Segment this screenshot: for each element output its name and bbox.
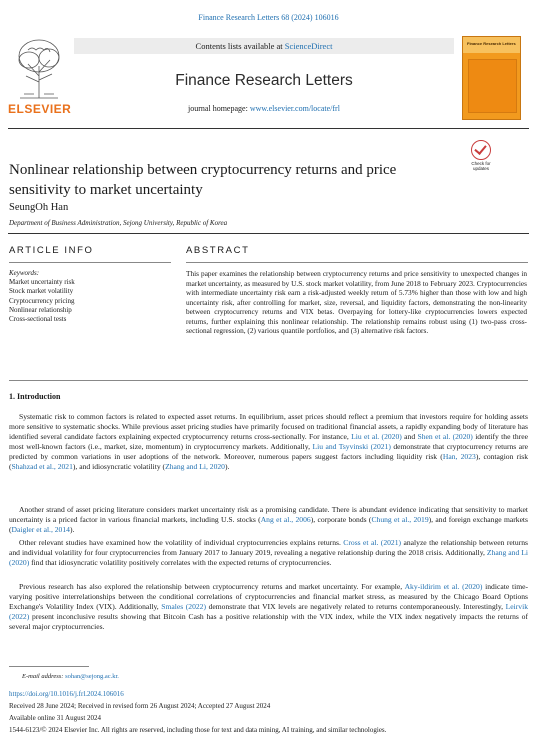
email-link[interactable]: sohan@sejong.ac.kr. bbox=[65, 673, 119, 680]
citation-link[interactable]: Shahzad et al., 2021 bbox=[11, 462, 73, 472]
keyword-item: Stock market volatility bbox=[9, 287, 74, 296]
article-info-heading: ARTICLE INFO bbox=[9, 245, 94, 256]
citation-link[interactable]: Liu and Tsyvinski (2021) bbox=[312, 442, 391, 452]
keywords-list bbox=[9, 269, 169, 324]
author-name[interactable]: SeungOh Han bbox=[9, 202, 69, 213]
citation-link[interactable]: Daigler et al., 2014 bbox=[11, 525, 70, 535]
elsevier-wordmark: ELSEVIER bbox=[8, 102, 72, 116]
elsevier-logo bbox=[8, 32, 70, 122]
keywords-heading: Keywords: bbox=[9, 269, 40, 277]
journal-cover bbox=[462, 36, 521, 120]
masthead bbox=[74, 38, 454, 122]
cover-title: Finance Research Letters bbox=[467, 41, 516, 46]
header-rule bbox=[8, 128, 529, 129]
citation-link[interactable]: Cross et al. (2021) bbox=[343, 538, 402, 547]
keyword-item: Market uncertainty risk bbox=[9, 278, 75, 287]
citation-link[interactable]: Aky-ildirim et al. (2020) bbox=[404, 582, 483, 591]
contents-line: Contents lists available at ScienceDirect bbox=[74, 38, 454, 54]
citation-link[interactable]: Smales (2022) bbox=[161, 602, 206, 612]
citation-link[interactable]: Ang et al., 2006 bbox=[260, 515, 311, 525]
doi-link[interactable]: https://doi.org/10.1016/j.frl.2024.106016 bbox=[9, 690, 124, 698]
sciencedirect-link[interactable]: ScienceDirect bbox=[284, 41, 333, 51]
paragraph-1: Systematic risk to common factors is related to expected asset returns. In equilibrium, asset prices should reflect a premium that investors require for holding assets more sensitive to systematic shocks. While previous asset pricing studies have primarily focused on traditional financial assets, a rapidly expanding body of literature has identified several candidate factors explaining expected cryptocurrency returns cross-sectionally. For instance, Liu et al. (2020) and Shen et al. (2020) identify the three most well-known factors (i.e., market, size, momentum) in cryptocurrency markets. Additionally, Liu and Tsyvinski (2021) demonstrate that cryptocurrency returns are predicted by common variations in user adoptions of the network. Moreover, numerous papers suggest factors including liquidity risk (Han, 2023), contagion risk (Shahzad et al., 2021), and idiosyncratic volatility (Zhang and Li, 2020). bbox=[9, 412, 529, 472]
abstract-text: This paper examines the relationship between cryptocurrency returns and price sensitivity to unexpected changes in market uncertainty, as measured by U.S. stock market volatility, from June 2018 to February 2023. Cryptocurrencies with intermediate uncertainty risk earn a risk-adjusted weekly return of 5.73% higher than those with low and high uncertainty risk, after controlling for market, size, reversal, and liquidity factors, demonstrating the non-linearity between cryptocurrency returns and VIX betas. Overpaying for lottery-like cryptocurrencies lowers expected returns, further explaining this nonlinear relationship. The relationship remains robust using (1) two-pass cross-sectional regression, (2) various quantile portfolios, and (3) alternative risk factors. bbox=[186, 269, 527, 336]
paragraph-3: Other relevant studies have examined how the volatility of individual cryptocurrencies explains returns. Cross et al. (2021) analyze the relationship between returns and individual volatility for four cryptocurrencies from January 2017 to January 2019, revealing a negative relationship during the 2018 crisis. Additionally, Zhang and Li (2020) find that idiosyncratic volatility positively correlates with the expected returns of cryptocurrencies. bbox=[9, 538, 528, 568]
citation-link[interactable]: Chung et al., 2019 bbox=[371, 515, 429, 525]
citation-link[interactable]: Zhang and Li, 2020 bbox=[165, 462, 225, 472]
check-icon bbox=[471, 140, 491, 160]
keyword-item: Cryptocurrency pricing bbox=[9, 296, 75, 305]
affiliation: Department of Business Administration, Sejong University, Republic of Korea bbox=[9, 219, 228, 227]
citation-link[interactable]: Zhang and Li (2020) bbox=[9, 548, 528, 568]
journal-title: Finance Research Letters bbox=[175, 72, 353, 89]
check-for-updates-button[interactable]: Check for updates bbox=[465, 140, 497, 172]
citation-link[interactable]: Han, 2023 bbox=[442, 452, 476, 462]
author-email: E-mail address: sohan@sejong.ac.kr. bbox=[22, 673, 119, 680]
paragraph-2: Another strand of asset pricing literature considers market uncertainty risk as a promising candidate. There is abundant evidence indicating that sensitivity to market uncertainty is a priced factor in various financial markets, including U.S. stocks (Ang et al., 2006), corporate bonds (Chung et al., 2019), and foreign exchange markets (Daigler et al., 2014). bbox=[9, 505, 529, 535]
journal-homepage: journal homepage: www.elsevier.com/locate/frl bbox=[188, 104, 340, 113]
citation-link[interactable]: Leirvik (2022) bbox=[9, 602, 529, 622]
citation-link[interactable]: Liu et al. (2020) bbox=[351, 432, 402, 442]
paragraph-4: Previous research has also explored the relationship between cryptocurrency returns and market uncertainty. For example, Aky-ildirim et al. (2020) indicate time-varying positive interrelationships between the conditional correlations of cryptocurrencies and financial market stress, as measured by the Chicago Board Options Exchange's Volatility Index (VIX). Additionally, Smales (2022) demonstrate that VIX levels are negatively related to returns contemporaneously. Interestingly, Leirvik (2022) present inconclusive results showing that Bitcoin Cash has a positive relationship with the VIX index, while the VIX index negatively impacts the returns of several major cryptocurrencies. bbox=[9, 582, 529, 632]
homepage-link[interactable]: www.elsevier.com/locate/frl bbox=[249, 104, 340, 113]
section-heading-introduction: 1. Introduction bbox=[9, 392, 61, 401]
article-title: Nonlinear relationship between cryptocurrency returns and price sensitivity to market uncertainty bbox=[9, 162, 397, 198]
title-rule bbox=[8, 233, 529, 234]
tree-icon bbox=[14, 36, 64, 100]
journal-header bbox=[8, 32, 529, 122]
journal-citation[interactable]: Finance Research Letters 68 (2024) 106016 bbox=[198, 13, 339, 22]
keyword-item: Nonlinear relationship bbox=[9, 305, 72, 314]
keyword-item: Cross-sectional tests bbox=[9, 315, 67, 324]
received-dates: Received 28 June 2024; Received in revised form 26 August 2024; Accepted 27 August 2024 bbox=[9, 702, 271, 710]
abstract-heading: ABSTRACT bbox=[186, 245, 250, 256]
citation-link[interactable]: Shen et al. (2020) bbox=[417, 432, 473, 442]
available-online: Available online 31 August 2024 bbox=[9, 714, 102, 722]
copyright: 1544-6123/© 2024 Elsevier Inc. All rights are reserved, including those for text and data mining, AI training, and similar technologies. bbox=[9, 726, 387, 734]
